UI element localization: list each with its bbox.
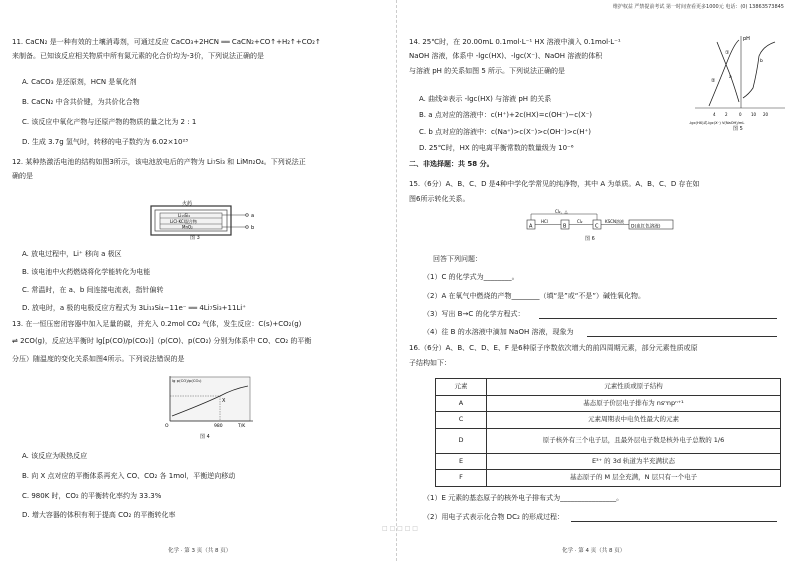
battery-label-top: 火药 (182, 201, 193, 207)
q16-stem-2: 子结构如下： (409, 359, 451, 368)
q12-option-a: A. 放电过程中，Li⁺ 移向 a 极区 (22, 250, 122, 258)
q16-stem: 16.（6分）A、B、C、D、E、F 是6种原子序数依次增大的前四周期元素，部分元素性质或原 (409, 344, 698, 352)
question-16 (409, 344, 782, 369)
question-14 (409, 38, 682, 76)
q15-prompt: 回答下列问题： (433, 255, 482, 263)
q12-option-b: B. 该电池中火药燃烧将化学能转化为电能 (22, 268, 151, 276)
electrode-b: b (251, 225, 255, 231)
origin-label: O (165, 424, 169, 429)
question-12 (12, 158, 385, 182)
q16-part-2: （2）用电子式表示化合物 DC₂ 的形成过程： (423, 513, 564, 521)
section-2-heading: 二、非选择题：共 58 分。 (409, 160, 494, 168)
figure-4-caption: 图 4 (200, 434, 210, 440)
right-page-footer: 化学 · 第 4 页（共 8 页） (562, 547, 626, 554)
figure-3-caption: 图 3 (190, 235, 200, 241)
page-header: 维护权益 严禁提前考试 第一时间查看更多1000元 电话：(0) 13863573845 (612, 4, 784, 10)
node-d: D(血红色溶液) (631, 224, 661, 230)
left-page-footer: 化学 · 第 3 页（共 8 页） (168, 547, 232, 554)
arrow-cl2: Cl₂ (577, 219, 583, 224)
arrow-hcl: HCl (541, 219, 548, 224)
q12-option-d: D. 放电时，a 极的电极反应方程式为 3Li₁₃Si₄−11e⁻ ══ 4Li₇Si₃+11Li⁺ (22, 304, 246, 312)
question-15 (409, 180, 782, 205)
figure-4-graph (158, 374, 258, 432)
q12-stem: 12. 某种热激活电池的结构如图3所示，该电池放电后的产物为 Li₇Si₃ 和 LiMn₂O₄。下列说法正 (12, 158, 306, 166)
q15-part-3: （3）写出 B→C 的化学方程式： (423, 310, 525, 318)
point-b-label: b (760, 59, 763, 64)
q14-stem: 14. 25℃时，在 20.00mL 0.1mol·L⁻¹ HX 溶液中滴入 0.1mol·L⁻¹ (409, 38, 621, 46)
tick-4: 4 (713, 112, 716, 117)
table-cell-property: 基态原子价层电子排布为 nsⁿnpⁿ⁺¹ (487, 395, 781, 412)
q15-stem: 15.（6分）A、B、C、D 是4种中学化学常见的纯净物，其中 A 为单质。A、B、C、D 存在如 (409, 180, 700, 188)
right-page (397, 0, 794, 561)
q13-stem-3: 分压）随温度的变化关系如图4所示。下列说法错误的是 (12, 354, 185, 363)
q11-option-c: C. 该反应中氧化产物与还原产物的物质的量之比为 2 : 1 (22, 118, 197, 126)
q11-option-d: D. 生成 3.7g 氢气时，转移的电子数约为 6.02×10²³ (22, 138, 189, 146)
table-cell-element: A (436, 395, 487, 412)
q15-part-2: （2）A 在氧气中燃烧的产物________（填“是”或“不是”）碱性氧化物。 (423, 292, 645, 300)
table-cell-element: C (436, 412, 487, 429)
q16-answer-line-2[interactable] (571, 521, 777, 522)
table-cell-property: 元素周期表中电负性最大的元素 (487, 412, 781, 429)
figure-5-caption: 图 5 (733, 126, 743, 132)
q11-option-a: A. CaCO₃ 是还原剂，HCN 是氧化剂 (22, 78, 137, 86)
tick-10: 10 (751, 112, 757, 117)
q14-stem-2: NaOH 溶液，体系中 -lgc(HX)、-lgc(X⁻)、NaOH 溶液的体积 (409, 52, 603, 61)
x-axis-label: T/K (238, 424, 246, 429)
battery-figure (150, 200, 260, 236)
question-11 (12, 38, 385, 62)
node-c: C (595, 223, 599, 230)
table-header-element: 元素 (436, 379, 487, 396)
q12-stem-2: 确的是 (12, 172, 33, 181)
q15-stem-2: 图6所示转化关系。 (409, 195, 470, 204)
tick-0: 0 (739, 112, 742, 117)
point-a-label: a (729, 75, 732, 80)
figure-6-caption: 图 6 (585, 236, 595, 242)
q13-option-c: C. 980K 时，CO₂ 的平衡转化率约为 33.3% (22, 492, 162, 500)
y-axis-label: lg p(CO)/p(CO₂) (172, 378, 202, 383)
q15-answer-line-3[interactable] (539, 318, 777, 319)
x-tick-980: 980 (214, 424, 223, 429)
q14-option-d: D. 25℃时，HX 的电离平衡常数的数量级为 10⁻⁶ (419, 144, 574, 152)
battery-layer-2: LiCl·KCl混合物 (170, 219, 197, 224)
point-x-label: X (222, 398, 226, 404)
question-13 (12, 320, 385, 364)
curve-1-label: ① (725, 50, 730, 56)
table-cell-property: 基态原子的 M 层全充满，N 层只有一个电子 (487, 470, 781, 487)
table-cell-property: 原子核外有三个电子层，且最外层电子数是核外电子总数的 1/6 (487, 428, 781, 453)
q16-part-1: （1）E 元素的基态原子的核外电子排布式为________________。 (423, 494, 624, 502)
table-row (436, 428, 781, 453)
node-a: A (529, 223, 533, 230)
table-row (436, 395, 781, 412)
arrow-kscn: KSCN溶液 (605, 219, 624, 224)
q14-option-a: A. 曲线②表示 -lgc(HX) 与溶液 pH 的关系 (419, 95, 552, 103)
element-properties-table (435, 378, 781, 487)
figure-6-diagram (525, 208, 675, 234)
electrode-a: a (251, 213, 255, 219)
table-row (436, 453, 781, 470)
table-cell-element: E (436, 453, 487, 470)
q14-stem-3: 与溶液 pH 的关系如图 5 所示。下列说法正确的是 (409, 66, 566, 75)
table-row (436, 412, 781, 429)
q11-stem: 11. CaCN₂ 是一种有效的土壤消毒剂，可通过反应 CaCO₃+2HCN ══ CaCN₂+CO↑+H₂↑+CO₂↑ (12, 38, 321, 46)
figure-5-graph (689, 32, 789, 132)
q11-stem-2: 来制备。已知该反应相关物质中所有氮元素的化合价均为-3价，下列说法正确的是 (12, 52, 264, 61)
q11-option-b: B. CaCN₂ 中含共价键，为共价化合物 (22, 98, 140, 106)
q14-option-b: B. a 点对应的溶液中：c(H⁺)+2c(HX)=c(OH⁻)−c(X⁻) (419, 111, 593, 119)
node-b: B (563, 223, 567, 230)
table-cell-element: F (436, 470, 487, 487)
q13-stem-2: ⇌ 2CO(g)，反应达平衡时 lg[p(CO)/p(CO₂)]（p(CO)、p(CO₂) 分别为体系中 CO、CO₂ 的平衡 (12, 337, 312, 346)
q14-option-c: C. b 点对应的溶液中：c(Na⁺)>c(X⁻)>c(OH⁻)>c(H⁺) (419, 128, 591, 136)
q15-answer-line-4[interactable] (587, 336, 777, 337)
table-header-property: 元素性质或原子结构 (487, 379, 781, 396)
table-cell-property: E³⁺ 的 3d 轨道为半充满状态 (487, 453, 781, 470)
q15-part-1: （1）C 的化学式为________。 (423, 273, 519, 281)
q13-option-b: B. 向 X 点对应的平衡体系再充入 CO、CO₂ 各 1mol，平衡逆向移动 (22, 472, 236, 480)
fold-marks: □ □ □ □ □ (382, 524, 418, 532)
q15-part-4: （4）往 B 的水溶液中滴加 NaOH 溶液，现象为 (423, 328, 574, 336)
q13-option-a: A. 该反应为吸热反应 (22, 452, 88, 460)
tick-20: 20 (763, 112, 769, 117)
table-row (436, 470, 781, 487)
tick-2: 2 (725, 112, 728, 117)
battery-layer-3: MnO₂ (182, 224, 193, 230)
y-axis-ph: pH (743, 36, 750, 42)
arrow-cl2-heat: Cl₂，△ (555, 209, 568, 214)
battery-layer-1: Li₁₃Si₄ (178, 213, 190, 218)
x-axis-label: -lgc(HX)或-lgc(X⁻) V(NaOH)/mL (689, 121, 745, 125)
curve-2-label: ② (711, 78, 716, 84)
table-cell-element: D (436, 428, 487, 453)
q13-stem: 13. 在一恒压密闭容器中加入足量的碳，并充入 0.2mol CO₂ 气体，发生反应：C(s)+CO₂(g) (12, 320, 302, 328)
q13-option-d: D. 增大容器的体积有利于提高 CO₂ 的平衡转化率 (22, 511, 176, 519)
q12-option-c: C. 常温时，在 a、b 间连接电流表，指针偏转 (22, 286, 164, 294)
table-header-row (436, 379, 781, 396)
